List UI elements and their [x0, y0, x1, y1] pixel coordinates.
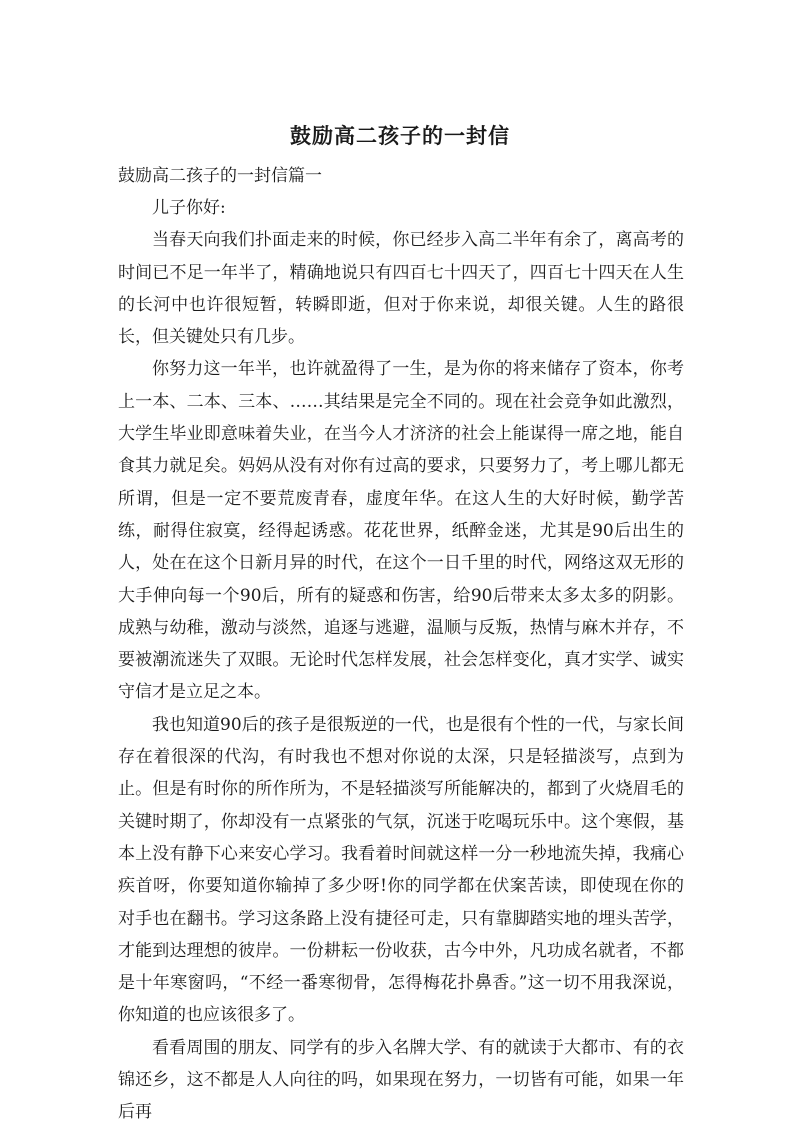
- paragraph: 当春天向我们扑面走来的时候，你已经步入高二半年有余了，离高考的时间已不足一年半了，精确地说只有四百七十四天了，四百七十四天在人生的长河中也许很短暂，转瞬即逝，但对于你来说，却很关键。人生的路很长，但关键处只有几步。: [118, 230, 684, 348]
- document-subtitle: 鼓励高二孩子的一封信篇一: [118, 166, 322, 186]
- salutation: 儿子你好:: [152, 198, 226, 218]
- document-title: 鼓励高二孩子的一封信: [290, 124, 510, 148]
- paragraph: 我也知道90后的孩子是很叛逆的一代，也是很有个性的一代，与家长间存在着很深的代沟，有时我也不想对你说的太深，只是轻描淡写，点到为止。但是有时你的所作所为，不是轻描淡写所能解决的，都到了火烧眉毛的关键时期了，你却没有一点紧张的气氛，沉迷于吃喝玩乐中。这个寒假，基本上没有静下心来安心学习。我看着时间就这样一分一秒地流失掉，我痛心疾首呀，你要知道你输掉了多少呀!你的同学都在伏案苦读，即使现在你的对手也在翻书。学习这条路上没有捷径可走，只有靠脚踏实地的埋头苦学，才能到达理想的彼岸。一份耕耘一份收获，古今中外，凡功成名就者，不都是十年寒窗吗，“不经一番寒彻骨，怎得梅花扑鼻香。”这一切不用我深说，你知道的也应该很多了。: [118, 714, 684, 1026]
- paragraph: 看看周围的朋友、同学有的步入名牌大学、有的就读于大都市、有的衣锦还乡，这不都是人人向往的吗，如果现在努力，一切皆有可能，如果一年后再: [118, 1037, 684, 1123]
- paragraph: 你努力这一年半，也许就盈得了一生，是为你的将来储存了资本，你考上一本、二本、三本、……其结果是完全不同的。现在社会竞争如此激烈，大学生毕业即意味着失业，在当今人才济济的社会上能谋得一席之地，能自食其力就足矣。妈妈从没有对你有过高的要求，只要努力了，考上哪儿都无所谓，但是一定不要荒废青春，虚度年华。在这人生的大好时候，勤学苦练，耐得住寂寞，经得起诱惑。花花世界，纸醉金迷，尤其是90后出生的人，处在在这个日新月异的时代，在这个一日千里的时代，网络这双无形的大手伸向每一个90后，所有的疑惑和伤害，给90后带来太多太多的阴影。成熟与幼稚，激动与淡然，追逐与逃避，温顺与反叛，热情与麻木并存，不要被潮流迷失了双眼。无论时代怎样发展，社会怎样变化，真才实学、诚实守信才是立足之本。: [118, 359, 684, 703]
- document-body: [118, 192, 684, 1129]
